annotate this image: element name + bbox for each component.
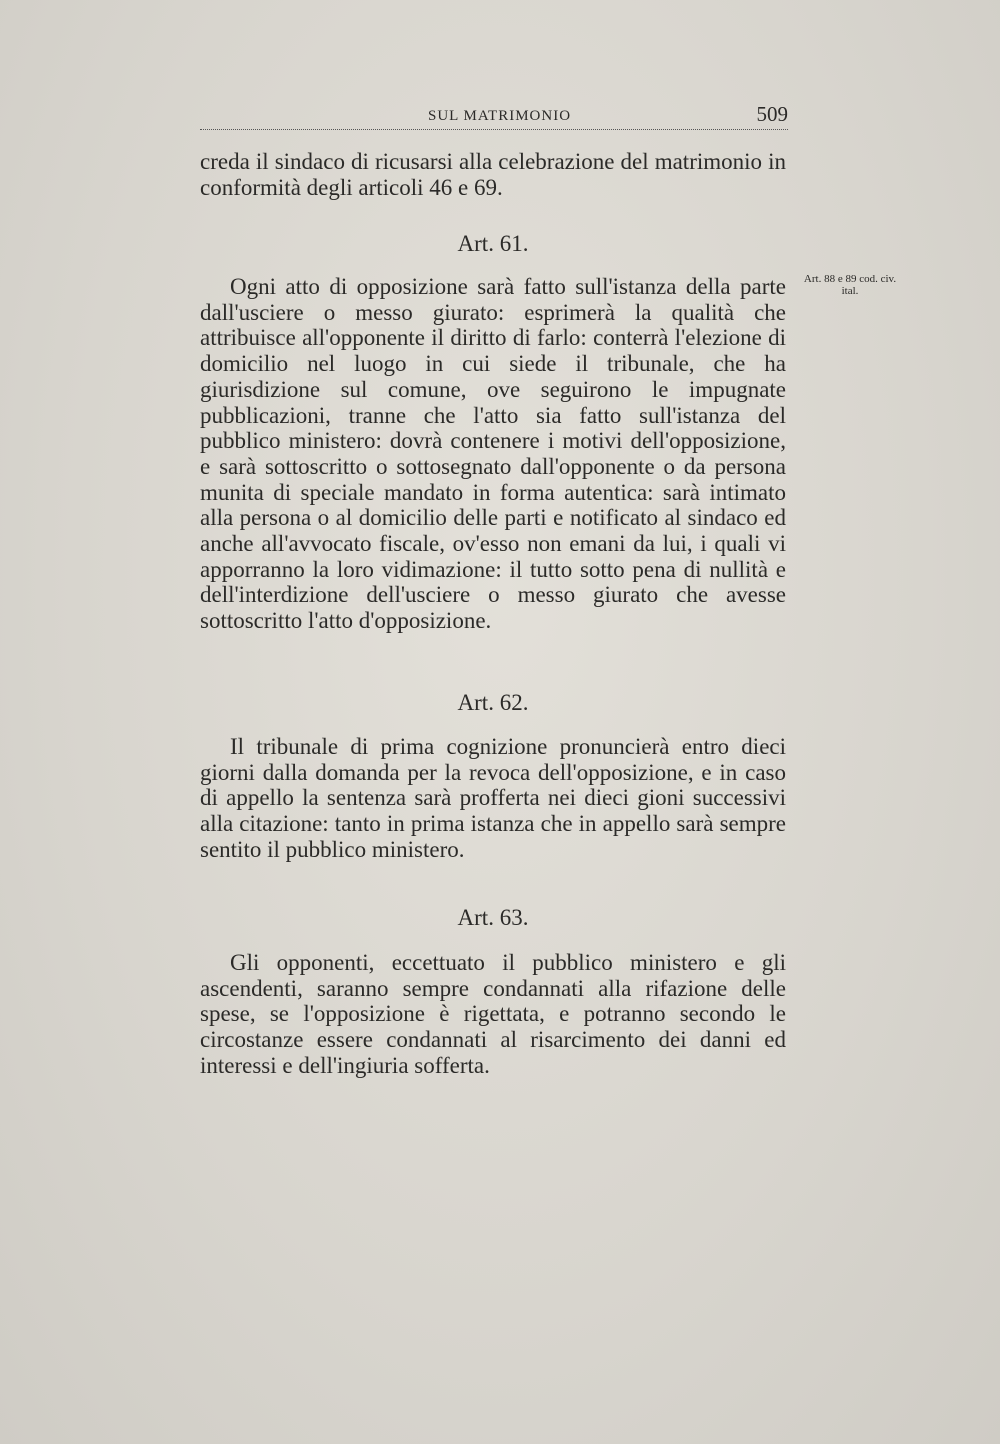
article-heading: Art. 61.	[457, 231, 529, 256]
article-heading: Art. 63.	[457, 905, 529, 930]
continuation-paragraph: creda il sindaco di ricusarsi alla celebrazione del matrimonio in conformità degli articoli 46 e 69.	[200, 149, 786, 200]
page-number: 509	[756, 102, 788, 126]
page-header	[200, 100, 788, 130]
header-rule	[200, 129, 788, 130]
margin-note: Art. 88 e 89 cod. civ. ital.	[803, 273, 897, 297]
article-text: Il tribunale di prima cognizione pronuncierà entro dieci giorni dalla domanda per la revoca dell'opposizione, e in caso di appello la sentenza sarà profferta nei dieci gioni successivi alla citazione: tanto in prima istanza che in appello sarà sempre sentito il pubblico ministero.	[200, 734, 786, 862]
article-text: Ogni atto di opposizione sarà fatto sull'istanza della parte dall'usciere o messo giurato: esprimerà la qualità che attribuisce all'opponente il diritto di farlo: conterrà l'elezione di domicilio nel luogo in cui siede il tribunale, che ha giurisdizione sul comune, ove seguirono le impugnate pubblicazioni, tranne che l'atto sia fatto sull'istanza del pubblico ministero: dovrà contenere i motivi dell'opposizione, e sarà sottoscritto o sottosegnato dall'opponente o da persona munita di speciale mandato in forma autentica: sarà intimato alla persona o al domicilio delle parti e notificato al sindaco ed anche all'avvocato fiscale, ov'esso non emani da lui, i quali vi apporranno la loro vidimazione: il tutto sotto pena di nullità e dell'interdizione dell'usciere o messo giurato che avesse sottoscritto l'atto d'opposizione.	[200, 274, 786, 634]
article-text: Gli opponenti, eccettuato il pubblico ministero e gli ascendenti, saranno sempre condannati alla rifazione delle spese, se l'opposizione è rigettata, e potranno secondo le circostanze essere condannati al risarcimento dei danni ed interessi e dell'ingiuria sofferta.	[200, 950, 786, 1078]
article-heading: Art. 62.	[457, 690, 529, 715]
running-title: SUL MATRIMONIO	[428, 108, 572, 124]
